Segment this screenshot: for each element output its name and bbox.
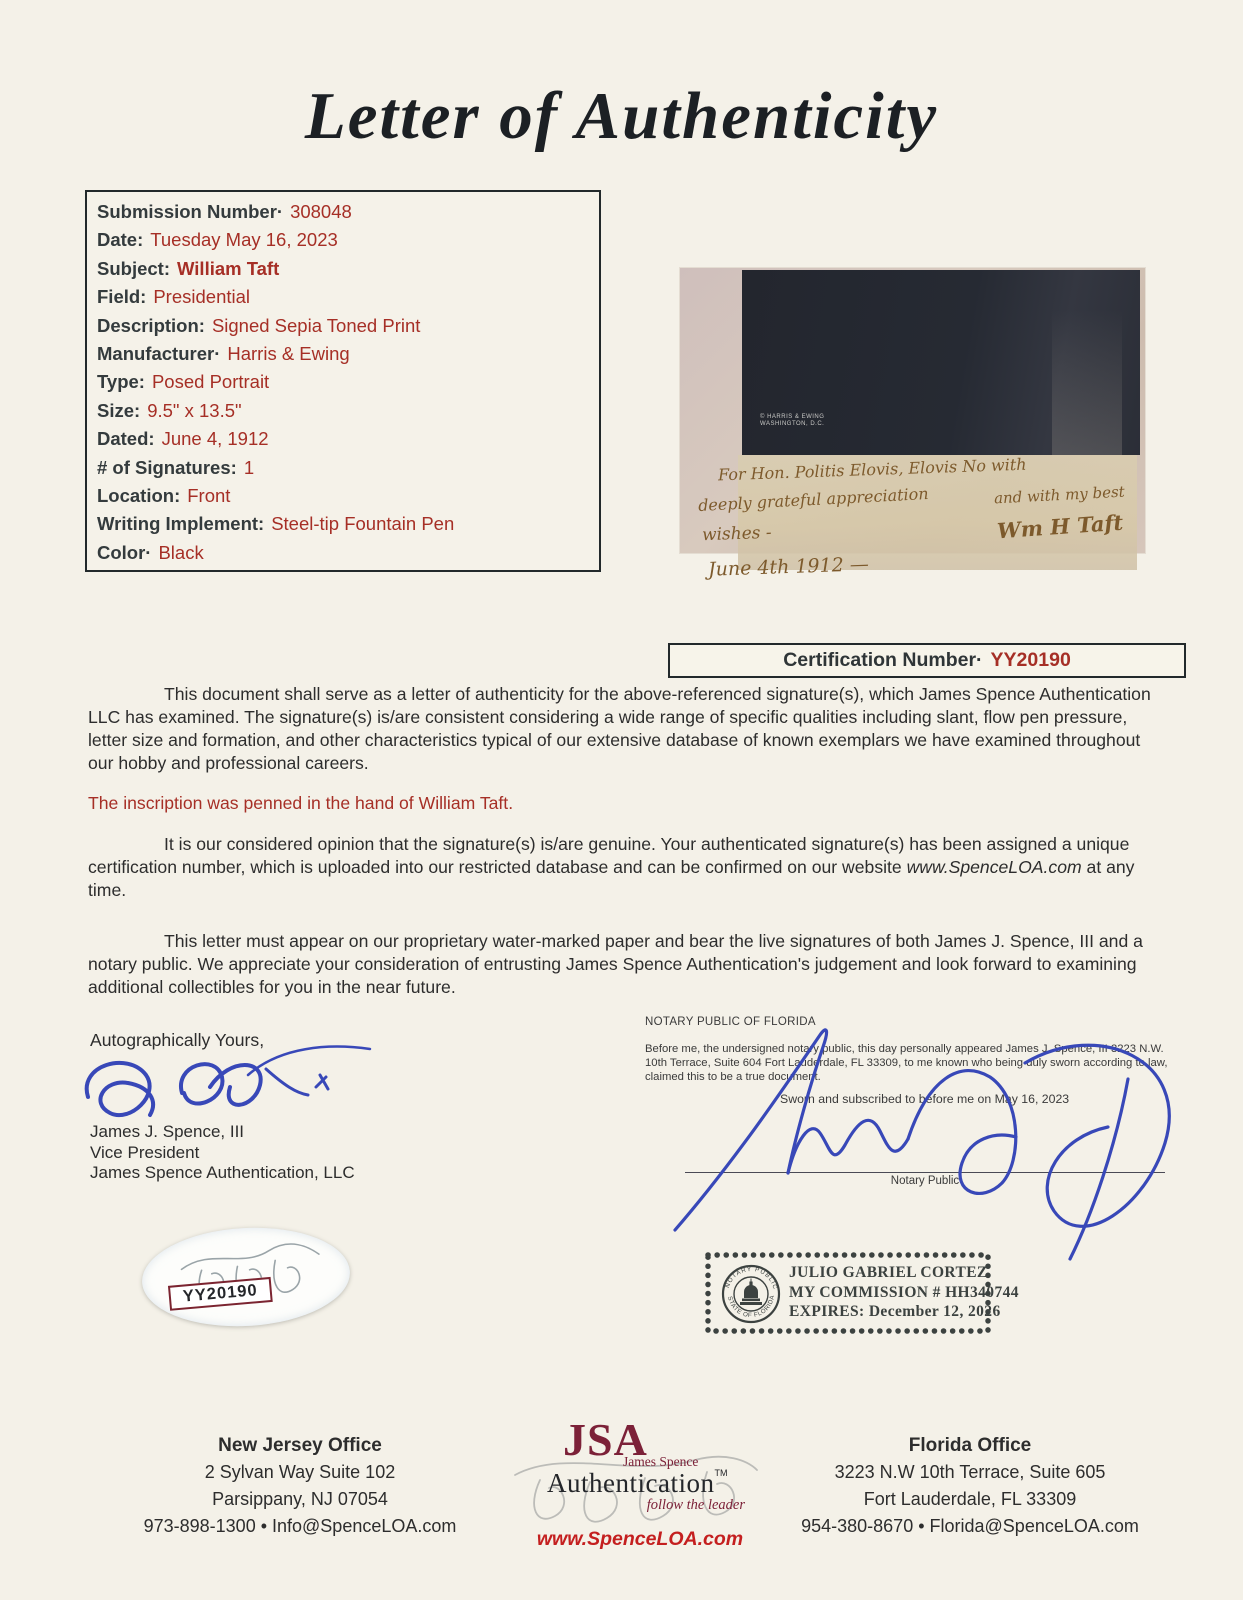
jsa-website: www.SpenceLOA.com	[536, 1528, 744, 1550]
row-value: 308048	[290, 201, 352, 222]
harris-ewing-stamp: © HARRIS & EWING WASHINGTON, D.C.	[760, 414, 825, 427]
signer-identity	[90, 1122, 355, 1184]
photo-dark-image-area	[742, 270, 1140, 455]
row-value: Signed Sepia Toned Print	[211, 314, 421, 336]
row-label: Writing Implement:	[97, 513, 265, 535]
nj-office-address1: 2 Sylvan Way Suite 102	[204, 1462, 396, 1482]
row-value: Tuesday May 16, 2023	[150, 229, 338, 251]
nj-office-address2: Parsippany, NJ 07054	[212, 1489, 388, 1509]
notary-name: JULIO GABRIEL CORTEZ	[789, 1264, 988, 1281]
row-value: Posed Portrait	[151, 371, 270, 393]
svg-text:STATE OF FLORIDA: STATE OF FLORIDA	[726, 1294, 777, 1320]
trademark-symbol: TM	[714, 1468, 728, 1478]
table-row	[97, 482, 589, 510]
item-photo	[680, 268, 1145, 581]
table-row	[97, 340, 589, 368]
james-spence-text: James Spence	[623, 1454, 699, 1469]
photo-highlight	[1052, 310, 1122, 455]
footer-nj-office	[95, 1432, 505, 1540]
row-label: Location:	[97, 484, 181, 506]
notary-commission: MY COMMISSION # HH340744	[789, 1283, 1019, 1301]
row-label: Size:	[97, 399, 141, 421]
website-text: www.SpenceLOA.com	[906, 857, 1082, 877]
inscription-line: For Hon. Politis Elovis, Elovis No with	[717, 454, 1027, 485]
table-row	[97, 198, 589, 226]
row-label: Color·	[97, 541, 152, 563]
table-row	[97, 283, 589, 311]
table-row	[97, 539, 589, 567]
notary-seal-icon	[715, 1258, 787, 1330]
salutation: Autographically Yours,	[90, 1030, 265, 1050]
table-row	[97, 397, 589, 425]
fl-office-contact: 954-380-8670 • Florida@SpenceLOA.com	[801, 1516, 1139, 1536]
row-value: 9.5" x 13.5"	[147, 399, 242, 421]
row-value: Presidential	[153, 286, 251, 308]
nj-office-title: New Jersey Office	[218, 1435, 382, 1456]
stamp-text	[789, 1263, 1019, 1322]
table-row	[97, 425, 589, 453]
footer-fl-office	[760, 1432, 1180, 1540]
inscription-note: The inscription was penned in the hand of William Taft.	[88, 793, 514, 813]
fl-office-address1: 3223 N.W 10th Terrace, Suite 605	[834, 1462, 1106, 1482]
notary-rubber-stamp	[703, 1250, 1019, 1336]
signer-company: James Spence Authentication, LLC	[90, 1163, 355, 1182]
row-label: Submission Number·	[97, 201, 284, 222]
table-row	[97, 510, 589, 538]
jsa-logo-text: JSA	[563, 1414, 648, 1465]
authentication-text: Authentication	[547, 1468, 715, 1498]
notary-body: Before me, the undersigned notary public, this day personally appeared James J. Spence, III 3223 N.W. 10th Terrace, Suite 604 Fort Lauderdale, FL 33309, to me known who being duly sworn according to law, claimed this to be a true document.	[645, 1043, 1168, 1083]
row-value: William Taft	[176, 257, 280, 279]
row-value: 1	[243, 456, 255, 478]
notary-expiration: EXPIRES: December 12, 2026	[789, 1303, 1001, 1320]
row-label: Description:	[97, 314, 205, 336]
submission-details-table	[85, 190, 601, 572]
notary-signature-label: Notary Public	[890, 1175, 960, 1187]
svg-text:NOTARY PUBLIC: NOTARY PUBLIC	[723, 1265, 779, 1291]
notary-heading: NOTARY PUBLIC OF FLORIDA	[645, 1016, 816, 1028]
table-row	[97, 226, 589, 254]
taft-signature: Wm H Taft	[996, 509, 1124, 544]
inscription-line: and with my best	[993, 482, 1126, 508]
signer-name: James J. Spence, III	[90, 1122, 245, 1141]
fl-office-address2: Fort Lauderdale, FL 33309	[863, 1489, 1077, 1509]
fl-office-title: Florida Office	[908, 1435, 1032, 1456]
row-label: Manufacturer·	[97, 342, 221, 364]
inscription-line: wishes -	[701, 522, 772, 546]
certification-number: YY20190	[990, 649, 1071, 671]
paragraph-watermark: This letter must appear on our proprietary water-marked paper and bear the live signatures of both James J. Spence, III and a notary public. We appreciate your consideration of entrusting James Spence Authentication's judgement and look forward to examining additional collectibles for you in the near future.	[88, 931, 1143, 997]
table-row	[97, 255, 589, 283]
row-value: Harris & Ewing	[227, 342, 350, 364]
hologram-code: YY20190	[168, 1277, 273, 1311]
inscription-date: June 4th 1912 —	[707, 553, 870, 581]
footer-jsa-logo	[505, 1414, 775, 1551]
row-label: Date:	[97, 229, 144, 251]
hologram-signature-icon	[140, 1223, 353, 1332]
table-row	[97, 312, 589, 340]
row-value: June 4, 1912	[161, 428, 269, 450]
signer-title: Vice President	[90, 1142, 200, 1162]
capitol-icon	[740, 1279, 762, 1306]
paragraph-opinion: It is our considered opinion that the signature(s) is/are genuine. Your authenticated signature(s) has been assigned a unique certification number, which is uploaded into our restricted database and can be confirmed on our website www.SpenceLOA.com at any time.	[88, 834, 1135, 900]
table-row	[97, 454, 589, 482]
row-label: # of Signatures:	[97, 456, 237, 478]
notary-signature	[630, 1015, 1210, 1275]
sworn-line: Sworn and subscribed to before me on May 16, 2023	[780, 1092, 1070, 1106]
certification-label: Certification Number·	[783, 649, 983, 671]
row-label: Subject:	[97, 257, 170, 279]
row-label: Dated:	[97, 428, 155, 450]
logo-tagline: follow the leader	[646, 1497, 745, 1513]
certification-number-box	[668, 643, 1186, 678]
jsa-hologram-sticker	[140, 1223, 353, 1332]
row-value: Steel-tip Fountain Pen	[271, 513, 455, 535]
paragraph-authenticity: This document shall serve as a letter of authenticity for the above-referenced signature(s), which James Spence Authentication LLC has examined. The signature(s) is/are consistent considering a wide range of specific qualities including slant, flow pen pressure, letter size and formation, and other characteristics typical of our extensive database of known exemplars we have examined throughout our hobby and professional careers.	[88, 684, 1151, 773]
page-title: Letter of Authenticity	[304, 79, 939, 153]
row-label: Field:	[97, 286, 147, 308]
table-row	[97, 368, 589, 396]
row-value: Black	[158, 541, 204, 563]
nj-office-contact: 973-898-1300 • Info@SpenceLOA.com	[143, 1516, 457, 1536]
row-label: Type:	[97, 371, 145, 393]
inscription-line: deeply grateful appreciation	[697, 483, 930, 516]
row-value: Front	[187, 484, 231, 506]
